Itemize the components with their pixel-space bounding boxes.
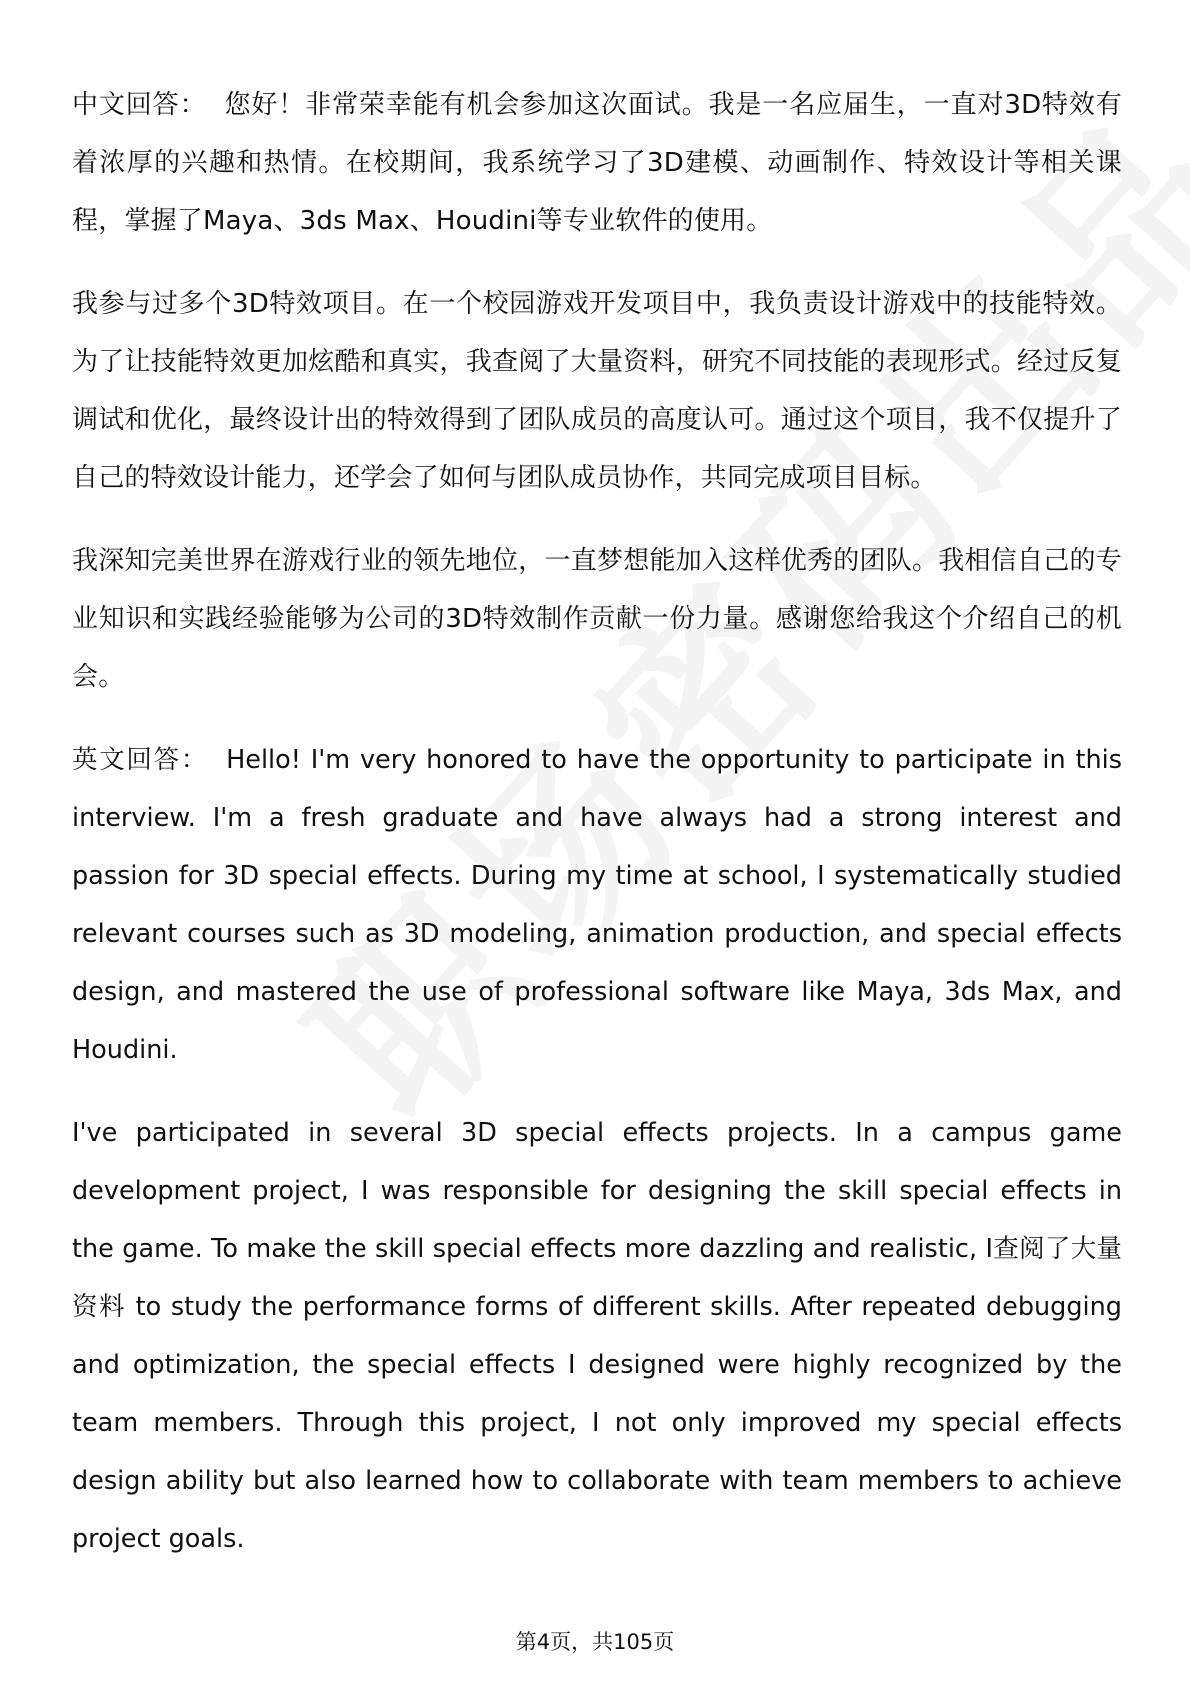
- chinese-answer-label: 中文回答：: [72, 90, 207, 120]
- paragraph-chinese-closing: [72, 532, 1122, 706]
- paragraph-text: 您好！非常荣幸能有机会参加这次面试。我是一名应届生，一直对3D特效有着浓厚的兴趣和热情。在校期间，我系统学习了3D建模、动画制作、特效设计等相关课程，掌握了Maya、3ds Max、Houdini等专业软件的使用。: [72, 90, 1122, 236]
- paragraph-text: 我深知完美世界在游戏行业的领先地位，一直梦想能加入这样优秀的团队。我相信自己的专业知识和实践经验能够为公司的3D特效制作贡献一份力量。感谢您给我这个介绍自己的机会。: [72, 546, 1122, 692]
- paragraph-chinese-answer-intro: [72, 76, 1122, 250]
- page-indicator: 第4页，共105页: [515, 1630, 675, 1654]
- english-answer-label: 英文回答：: [72, 745, 209, 775]
- paragraph-english-answer-intro: [72, 731, 1122, 1079]
- paragraph-chinese-project: [72, 275, 1122, 507]
- document-body: [72, 76, 1122, 1593]
- paragraph-text: 我参与过多个3D特效项目。在一个校园游戏开发项目中，我负责设计游戏中的技能特效。为了让技能特效更加炫酷和真实，我查阅了大量资料，研究不同技能的表现形式。经过反复调试和优化，最终设计出的特效得到了团队成员的高度认可。通过这个项目，我不仅提升了自己的特效设计能力，还学会了如何与团队成员协作，共同完成项目目标。: [72, 289, 1122, 493]
- paragraph-text: I've participated in several 3D special effects projects. In a campus game development project, I was responsible for designing the skill special effects in the game. To make the skill special effects more dazzling and realistic, I查阅了大量资料 to study the performance forms of different skills. After repeated debugging and optimization, the special effects I designed were highly recognized by the team members. Through this project, I not only improved my special effects design ability but also learned how to collaborate with team members to achieve project goals.: [72, 1118, 1122, 1554]
- paragraph-text: Hello! I'm very honored to have the opportunity to participate in this interview. I'm a fresh graduate and have always had a strong interest and passion for 3D special effects. During my time at school, I systematically studied relevant courses such as 3D modeling, animation production, and special effects design, and mastered the use of professional software like Maya, 3ds Max, and Houdini.: [72, 745, 1122, 1065]
- paragraph-english-project: [72, 1104, 1122, 1568]
